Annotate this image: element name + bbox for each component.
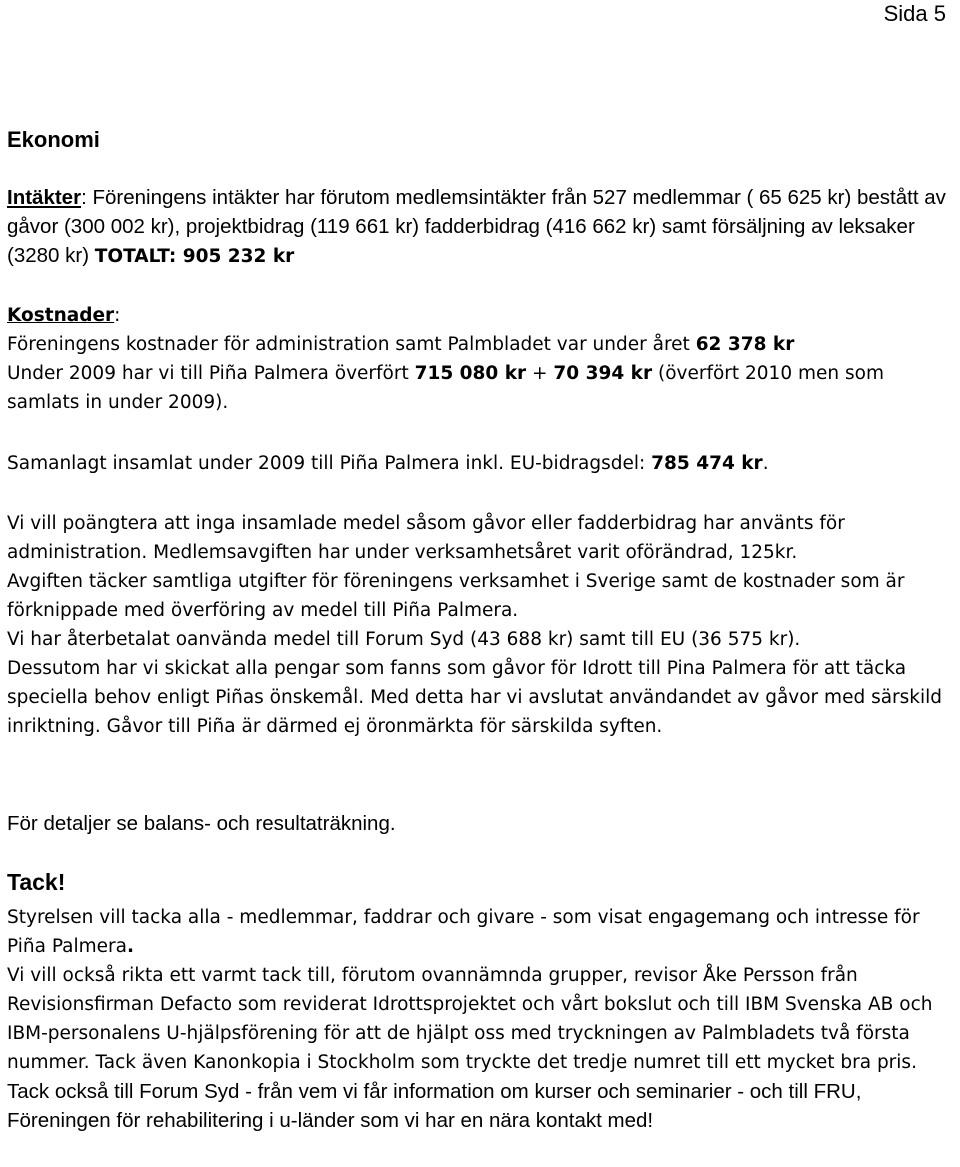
tack-p1-text: Styrelsen vill tacka alla - medlemmar, faddrar och givare - som visat engagemang och intresse för Piña Palmera — [7, 907, 920, 957]
intakter-label: Intäkter — [7, 186, 82, 209]
kostnader-label: Kostnader — [7, 305, 115, 326]
kostnader-admin-line — [7, 330, 957, 359]
transfer-text-b: (överfört 2010 men som samlats in under 2009). — [7, 363, 884, 413]
kostnader-colon: : — [114, 305, 121, 326]
transfer-amount-1: 715 080 kr — [414, 363, 527, 384]
tack-section — [7, 903, 957, 1135]
tack-heading: Tack! — [7, 869, 66, 895]
samanlagt-amount: 785 474 kr — [651, 453, 763, 474]
page-number: Sida 5 — [883, 1, 946, 26]
transfer-text-a: Under 2009 har vi till Piña Palmera överfört — [7, 363, 415, 384]
kostnader-transfer-text — [7, 359, 957, 417]
transfer-amount-2: 70 394 kr — [553, 363, 653, 384]
body-sentence-2: Avgiften täcker samtliga utgifter för föreningens verksamhet i Sverige samt de kostnader som är förknippade med överföring av medel till Piña Palmera. — [7, 571, 905, 621]
kostnader-admin-text: Föreningens kostnader för administration samt Palmbladet var under året — [7, 334, 696, 355]
tack-paragraph-2: Vi vill också rikta ett varmt tack till, förutom ovannämnda grupper, revisor Åke Persson från Revisionsfirman Defacto som reviderat Idrottsprojektet och vårt bokslut och till IBM Svenska AB och IBM-personalens U-hjälpsförening för att de hjälpt oss med tryckningen av Palmbladets två första nummer. Tack även Kanonkopia i Stockholm som tryckte det tredje numret till ett mycket bra pris. — [7, 965, 933, 1073]
kostnader-heading — [7, 301, 957, 330]
body-sentence-1: Vi vill poängtera att inga insamlade medel såsom gåvor eller fadderbidrag har använts för administration. Medlemsavgiften har under verksamhetsåret varit oförändrad, 125kr. — [7, 513, 845, 563]
samanlagt-line — [7, 449, 957, 478]
tack-p1-end: . — [126, 936, 135, 957]
transfer-plus: + — [526, 363, 554, 384]
intakter-text: Föreningens intäkter har förutom medlemsintäkter från 527 medlemmar ( 65 625 kr) bestått av gåvor (300 002 kr), projektbidrag (119 661 kr) fadderbidrag (416 662 kr) samt försäljning av leksaker (3280 kr) — [7, 186, 946, 267]
intakter-paragraph — [7, 183, 957, 271]
intakter-total: TOTALT: 905 232 kr — [94, 246, 295, 267]
detaljer-line: För detaljer se balans- och resultaträkning. — [7, 812, 396, 835]
samanlagt-text: Samanlagt insamlat under 2009 till Piña Palmera inkl. EU-bidragsdel: — [7, 453, 652, 474]
tack-paragraph-3: Tack också till Forum Syd - från vem vi får information om kurser och seminarier - och till FRU, Föreningen för rehabilitering i u-länder som vi har en nära kontakt med! — [7, 1080, 862, 1132]
samanlagt-end: . — [762, 453, 769, 474]
kostnader-admin-amount: 62 378 kr — [695, 334, 795, 355]
tack-paragraph-1 — [7, 903, 957, 961]
body-sentence-4: Dessutom har vi skickat alla pengar som fanns som gåvor för Idrott till Pina Palmera för att täcka speciella behov enligt Piñas önskemål. Med detta har vi avslutat användandet av gåvor med särskild inriktning. Gåvor till Piña är därmed ej öronmärkta för särskilda syften. — [7, 658, 943, 737]
kostnader-section — [7, 301, 957, 417]
intakter-colon: : — [81, 186, 87, 209]
section-heading-ekonomi: Ekonomi — [7, 127, 100, 152]
body-paragraph — [7, 509, 957, 741]
body-sentence-3: Vi har återbetalat oanvända medel till Forum Syd (43 688 kr) samt till EU (36 575 kr). — [7, 629, 801, 650]
